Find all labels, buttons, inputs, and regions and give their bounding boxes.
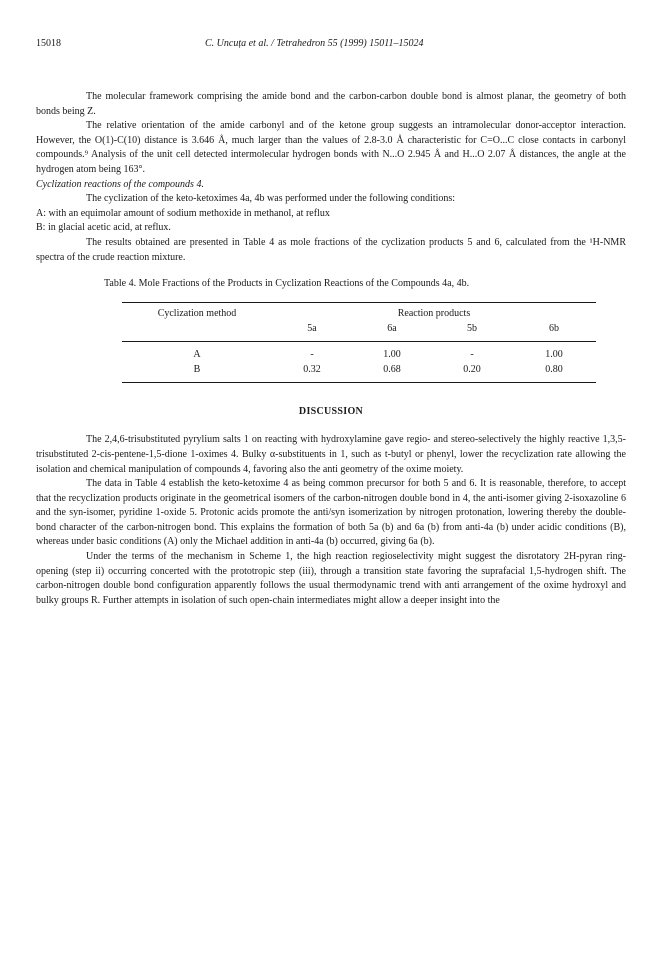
row-method: B — [193, 363, 201, 375]
page-number: 15018 — [36, 38, 61, 49]
subheading-cyclization: Cyclization reactions of the compounds 4. — [36, 178, 204, 190]
table-cell: 1.00 — [545, 348, 563, 360]
table-cell: 0.80 — [545, 363, 563, 375]
header-5b: 5b — [467, 322, 477, 334]
paragraph-framework: The molecular framework comprising the amide bond and the carbon-carbon double bond is almost planar, the geometry of both bonds being Z. — [36, 91, 626, 117]
table-cell: 0.68 — [383, 363, 401, 375]
header-6b: 6b — [549, 322, 559, 334]
paragraph-discussion-2: The data in Table 4 establish the keto-ketoxime 4 as being common precursor for both 5 and 6. It is reasonable, therefore, to accept that the recyclization products originate in the geometrical isomers of the carbon-nitrogen double bond in 4, the anti-isomer giving 2-isoxazoline 6 and the syn-isomer, pyridine 1-oxide 5. Protonic acids promote the anti/syn isomerization by nitrogen protonation, lowering thereby the double-bond character of the carbon-nitrogen bond. This explains the formation of both 5a (b) and 6a (b) from anti-4a (b) under acidic conditions (B), whereas under basic conditions (A) only the Michael addition in anti-4a (b) occurred, giving 6a (b). — [36, 478, 626, 548]
table-cell: - — [470, 348, 474, 360]
paragraph-orientation: The relative orientation of the amide carbonyl and of the ketone group suggests an intramolecular donor-acceptor interaction. However, the O(1)-C(10) distance is 3.646 Å, much larger than the values of 2.8-3.0 Å characteristic for C=O...C close contacts in carbonyl compounds.⁹ Analysis of the unit cell detected intermolecular hydrogen bonds with N...O 2.945 Å and H...O 2.07 Å distances, the angle at the hydrogen atom being 163°. — [36, 120, 626, 175]
header-reaction-products: Reaction products — [397, 307, 471, 319]
paragraph-results: The results obtained are presented in Table 4 as mole fractions of the cyclization products 5 and 6, calculated from the ¹H-NMR spectra of the crude reaction mixture. — [36, 236, 626, 263]
article-body — [36, 90, 626, 608]
row-method: A — [193, 348, 201, 360]
journal-citation: C. Uncuța et al. / Tetrahedron 55 (1999) 15011–15024 — [205, 38, 424, 49]
table-header-row-1 — [122, 307, 596, 322]
condition-a: A: with an equimolar amount of sodium methoxide in methanol, at reflux — [36, 207, 330, 219]
table-cell: 0.20 — [463, 363, 481, 375]
table-row — [122, 363, 596, 378]
paragraph-discussion-3: Under the terms of the mechanism in Scheme 1, the high reaction regioselectivity might suggest the disrotatory 2H-pyran ring-opening (step ii) occurring concerted with the prototropic step (iii), through a transition state favoring the suprafacial 1,5-hydrogen shift. The carbon-nitrogen double bond configuration apparently follows the usual thermodynamic trend with anti arrangement of the oxime hydroxyl and bulky groups R. Further attempts in isolation of such open-chain intermediates might allow a deeper insight into the — [36, 551, 626, 606]
paragraph-conditions-intro: The cyclization of the keto-ketoximes 4a, 4b was performed under the following conditions: — [86, 193, 456, 205]
paragraph-discussion-1: The 2,4,6-trisubstituted pyrylium salts 1 on reacting with hydroxylamine gave regio- and stereo-selectively the highly reactive 1,3,5-trisubstituted 2-cis-pentene-1,5-dione 1-oximes 4. Bulky α-substituents in 1, such as t-butyl or phenyl, lower the recyclization rate allowing the isolation and chemical manipulation of compounds 4, favoring also the anti geometry of the oxime moiety. — [36, 434, 626, 475]
table-header-row-2 — [122, 322, 596, 337]
section-title-discussion: DISCUSSION — [298, 405, 364, 417]
table-row — [122, 348, 596, 363]
table-cell: 0.32 — [303, 363, 321, 375]
table-cell: 1.00 — [383, 348, 401, 360]
header-6a: 6a — [387, 322, 397, 334]
table-caption: Table 4. Mole Fractions of the Products in Cyclization Reactions of the Compounds 4a, 4b. — [104, 278, 470, 290]
condition-b: B: in glacial acetic acid, at reflux. — [36, 222, 171, 234]
table-cell: - — [310, 348, 314, 360]
mole-fraction-table — [122, 302, 596, 383]
header-5a: 5a — [307, 322, 317, 334]
header-cyclization-method: Cyclization method — [157, 307, 237, 319]
